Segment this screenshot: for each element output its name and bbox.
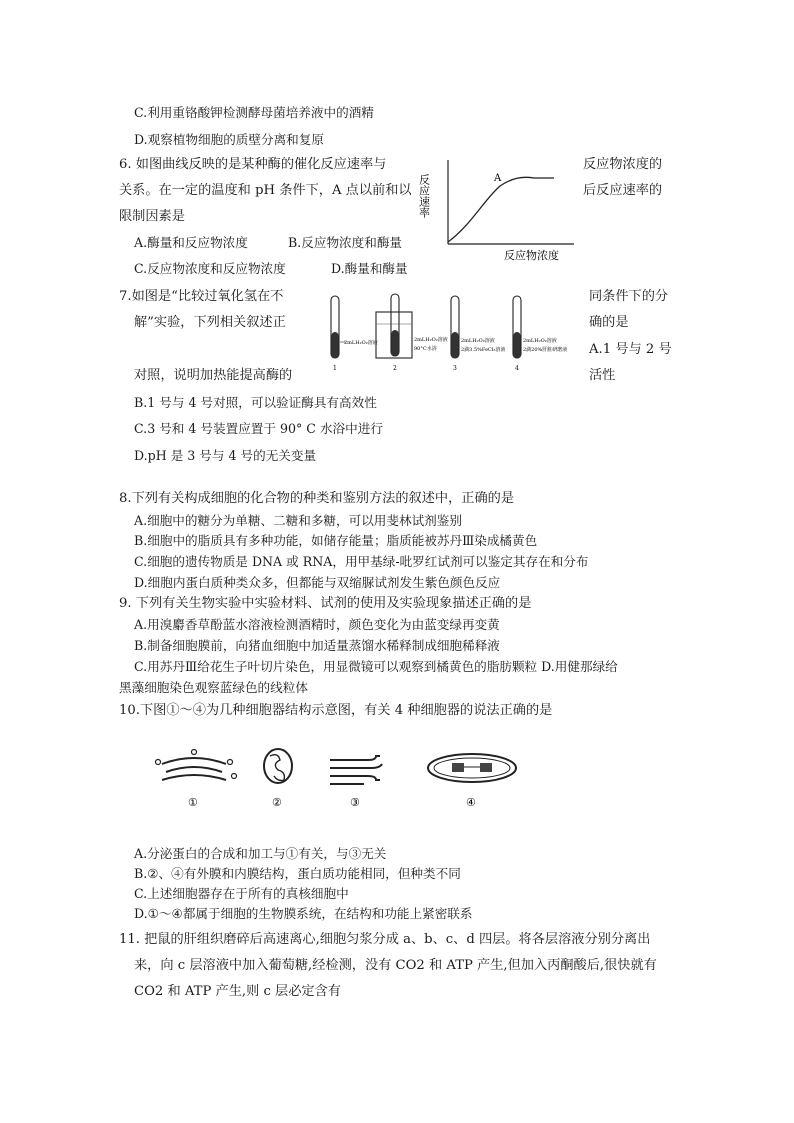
test-tube-2-water-bath <box>376 294 448 372</box>
q7-stem-line2-left: 解”实验，下列相关叙述正 <box>134 315 286 330</box>
q8-option-b: B.细胞中的脂质具有多种功能，如储存能量；脂质能被苏丹Ⅲ染成橘黄色 <box>134 533 538 548</box>
q10-option-d: D.①～④都属于细胞的生物膜系统，在结构和功能上紧密联系 <box>134 906 473 921</box>
golgi-apparatus-diagram <box>156 750 237 810</box>
q11-stem-line1: 11. 把鼠的肝组织磨碎后高速离心,细胞匀浆分成 a、b、c、d 四层。将各层溶液分别分离出 <box>119 932 651 947</box>
q6-option-c: C.反应物浓度和反应物浓度 <box>134 261 286 276</box>
svg-text:90°C水浴: 90°C水浴 <box>414 346 437 352</box>
endoplasmic-reticulum-diagram <box>330 756 382 809</box>
chloroplast-diagram <box>428 754 516 809</box>
svg-text:①: ① <box>188 796 198 809</box>
q6-stem-line3: 限制因素是 <box>119 209 185 224</box>
q6-stem-line2-left: 关系。在一定的温度和 pH 条件下，A 点以前和以 <box>119 183 412 198</box>
q6-option-a: A.酶量和反应物浓度 <box>134 235 248 250</box>
q9-option-a: A.用溴麝香草酚蓝水溶液检测酒精时，颜色变化为由蓝变绿再变黄 <box>134 617 500 632</box>
q10-option-a: A.分泌蛋白的合成和加工与①有关，与③无关 <box>134 846 387 861</box>
q7-option-b: B.1 号与 4 号对照，可以验证酶具有高效性 <box>134 395 377 410</box>
q9-option-c-line1: C.用苏丹Ⅲ给花生子叶切片染色，用显微镜可以观察到橘黄色的脂肪颗粒 D.用健那绿给 <box>134 659 618 674</box>
svg-text:2mLH₂O₂溶液: 2mLH₂O₂溶液 <box>523 338 557 344</box>
q7-stem-line1-left: 7.如图是“比较过氧化氢在不 <box>119 289 284 304</box>
q7-option-c: C.3 号和 4 号装置应置于 90° C 水浴中进行 <box>134 421 383 436</box>
svg-text:3: 3 <box>453 365 457 372</box>
q7-option-a-part1: A.1 号与 2 号 <box>589 342 672 357</box>
svg-text:2滴20%肝脏研磨液: 2滴20%肝脏研磨液 <box>523 347 568 353</box>
q6-stem-line2-right: 后反应速率的 <box>583 183 663 198</box>
q10-option-c: C.上述细胞器存在于所有的真核细胞中 <box>134 886 349 901</box>
q7-stem-line2-right: 确的是 <box>589 315 629 330</box>
q9-option-b: B.制备细胞膜前，向猪血细胞中加适量蒸馏水稀释制成细胞稀释液 <box>134 638 500 653</box>
q6-option-b: B.反应物浓度和酶量 <box>288 235 403 250</box>
q8-option-a: A.细胞中的糖分为单糖、二糖和多糖，可以用斐林试剂鉴别 <box>134 513 462 528</box>
q6-option-d: D.酶量和酶量 <box>331 261 408 276</box>
q7-option-a-part2: 对照，说明加热能提高酶的 <box>134 368 293 383</box>
q8-option-c: C.细胞的遗传物质是 DNA 或 RNA，用甲基绿-吡罗红试剂可以鉴定其存在和分布 <box>134 554 589 569</box>
svg-text:④: ④ <box>466 796 476 809</box>
svg-text:4: 4 <box>515 365 519 372</box>
svg-text:1: 1 <box>333 365 337 372</box>
svg-text:③: ③ <box>350 796 360 809</box>
test-tube-3 <box>451 296 505 372</box>
mitochondrion-diagram <box>264 749 292 809</box>
q6-y-axis-label: 反应速率 <box>417 174 431 218</box>
q7-option-d: D.pH 是 3 号与 4 号的无关变量 <box>134 448 317 463</box>
test-tube-1 <box>331 296 378 372</box>
q11-stem-line3: CO2 和 ATP 产生,则 c 层必定含有 <box>134 984 341 999</box>
svg-text:②: ② <box>272 796 282 809</box>
q6-rate-curve-figure <box>417 156 582 264</box>
q7-test-tubes-figure <box>324 290 586 374</box>
q7-option-a-part3: 活性 <box>589 368 616 383</box>
q5-option-d: D.观察植物细胞的质壁分离和复原 <box>134 132 324 147</box>
q6-stem-line1-right: 反应物浓度的 <box>583 157 663 172</box>
svg-text:2mLH₂O₂溶液: 2mLH₂O₂溶液 <box>414 337 448 343</box>
q10-option-b: B.②、④有外膜和内膜结构，蛋白质功能相同，但种类不同 <box>134 866 461 881</box>
q6-x-axis-label: 反应物浓度 <box>504 249 559 262</box>
svg-text:2mLH₂O₂溶液: 2mLH₂O₂溶液 <box>344 340 378 346</box>
svg-text:2: 2 <box>393 365 397 372</box>
q6-stem-line1-left: 6. 如图曲线反映的是某种酶的催化反应速率与 <box>119 157 387 172</box>
q10-organelles-figure <box>154 726 534 812</box>
q8-option-d: D.细胞内蛋白质种类众多，但都能与双缩脲试剂发生紫色颜色反应 <box>134 575 501 590</box>
q9-stem: 9. 下列有关生物实验中实验材料、试剂的使用及实验现象描述正确的是 <box>119 596 532 611</box>
q8-stem: 8.下列有关构成细胞的化合物的种类和鉴别方法的叙述中，正确的是 <box>119 491 515 506</box>
q10-stem: 10.下图①～④为几种细胞器结构示意图，有关 4 种细胞器的说法正确的是 <box>119 703 553 718</box>
svg-text:2滴3.5%FeCl₃溶液: 2滴3.5%FeCl₃溶液 <box>461 347 506 353</box>
q6-point-a-label: A <box>494 173 502 184</box>
test-tube-4 <box>513 296 567 372</box>
q11-stem-line2: 来，向 c 层溶液中加入葡萄糖,经检测，没有 CO2 和 ATP 产生,但加入丙酮酸后,很快就有 <box>134 958 657 973</box>
q7-stem-line1-right: 同条件下的分 <box>589 289 669 304</box>
q5-option-c: C.利用重铬酸钾检测酵母菌培养液中的酒精 <box>134 105 374 120</box>
svg-text:2mLH₂O₂溶液: 2mLH₂O₂溶液 <box>461 338 495 344</box>
q9-option-c-line2: 黑藻细胞染色观察蓝绿色的线粒体 <box>119 680 308 695</box>
